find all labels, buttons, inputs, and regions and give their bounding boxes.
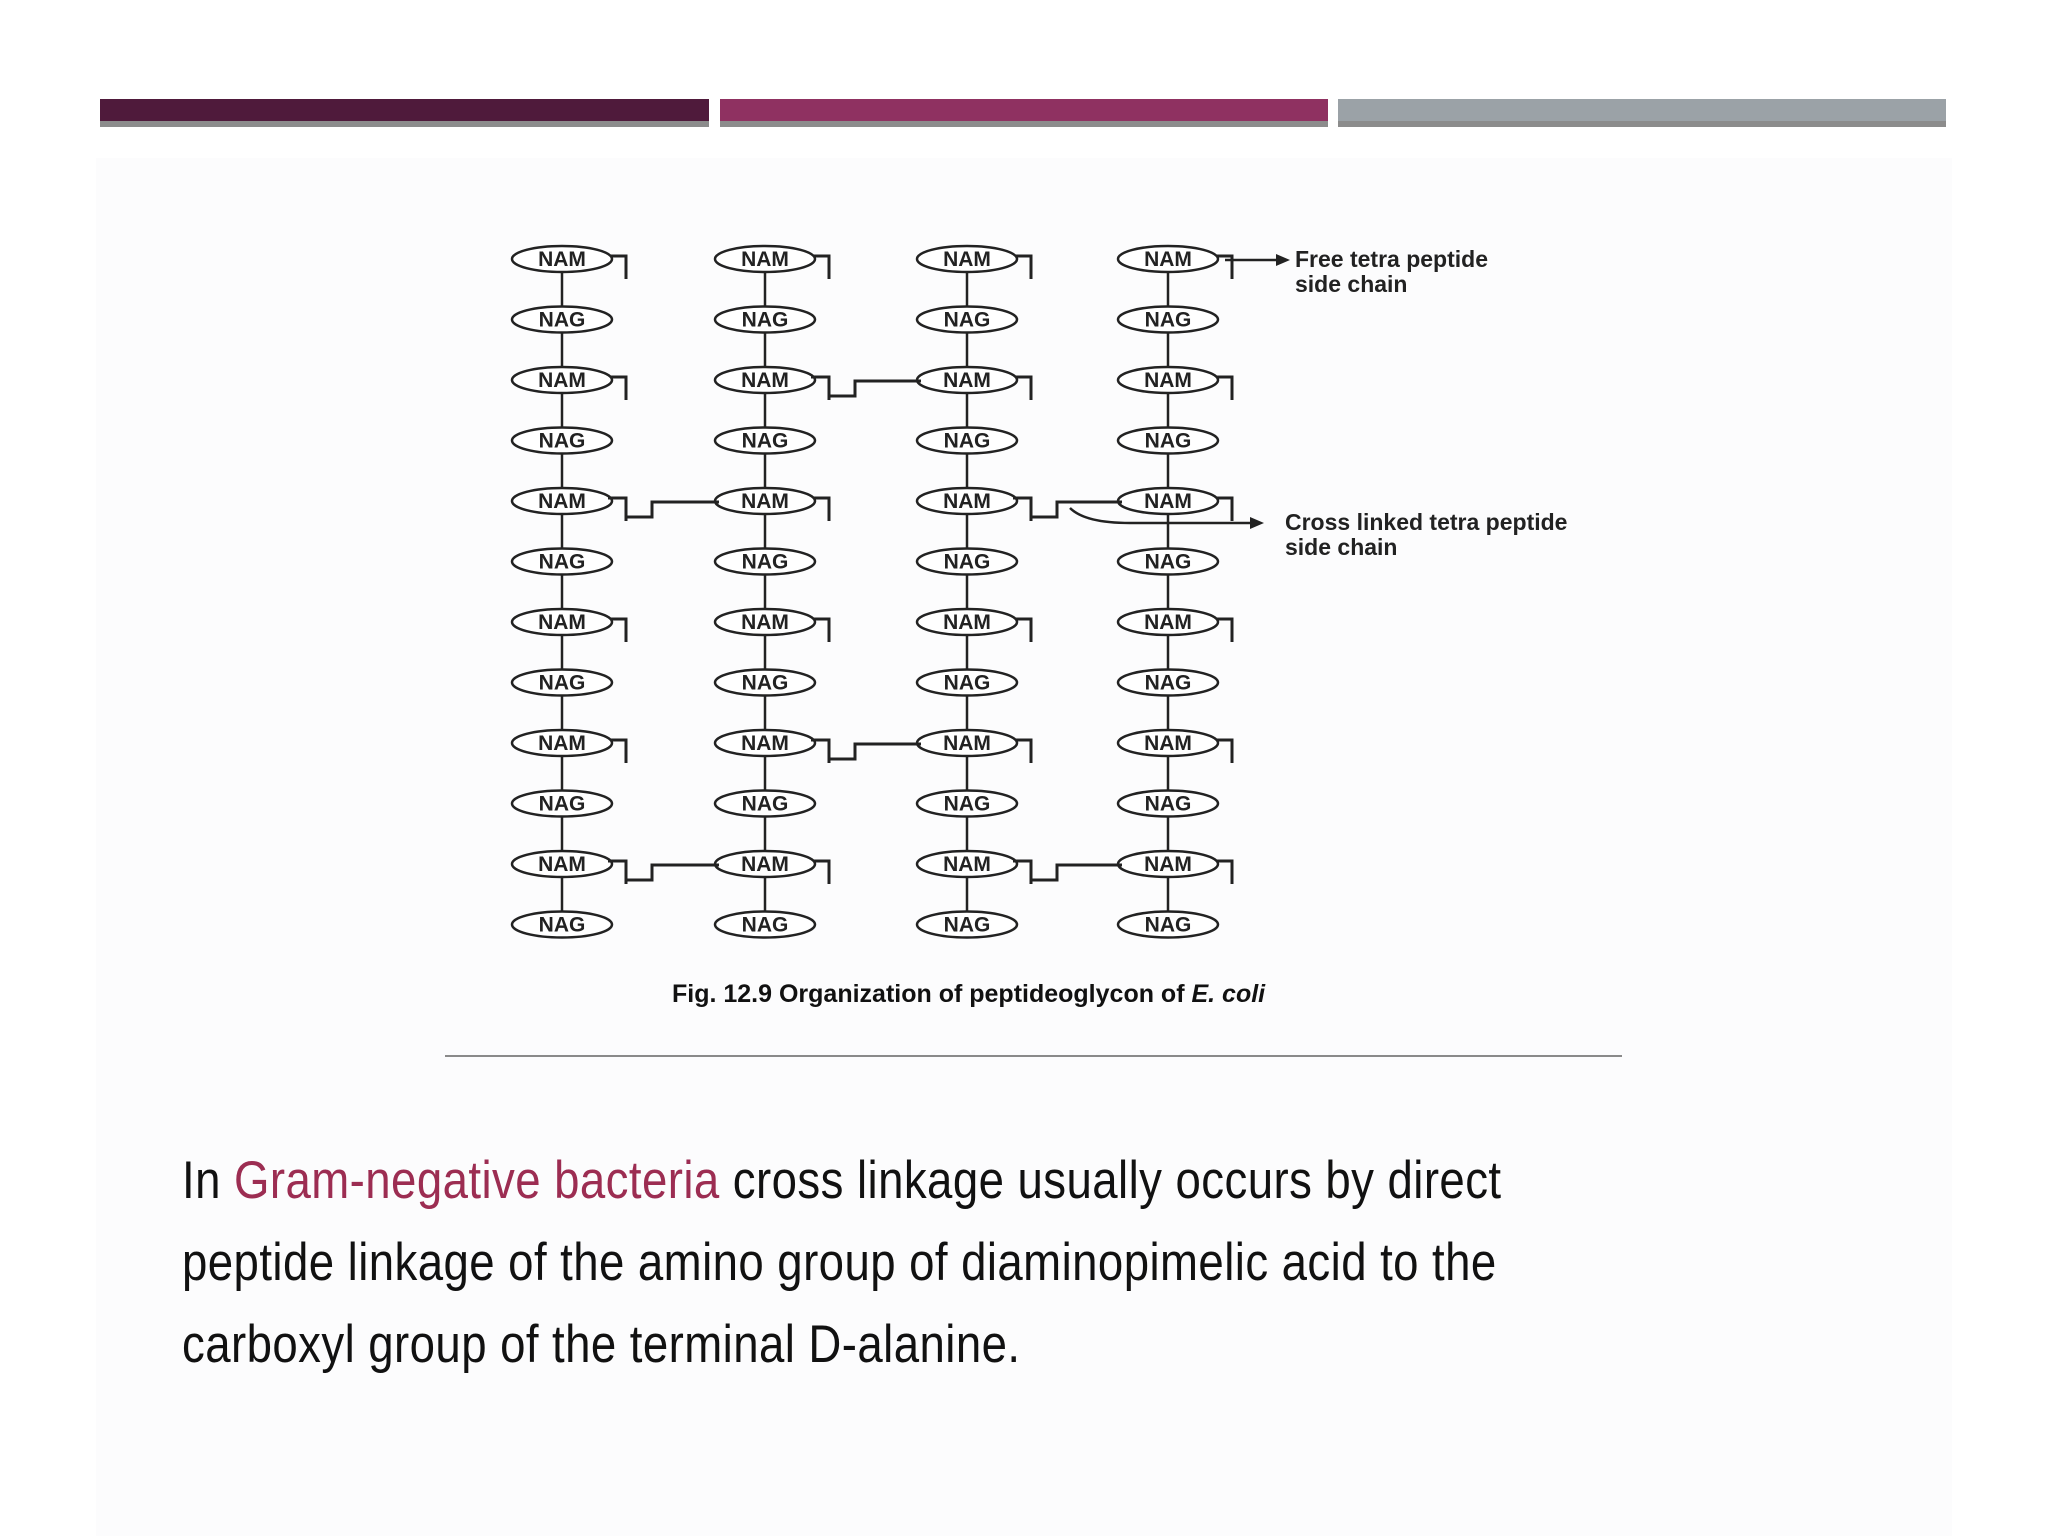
nam-label: NAM bbox=[741, 248, 789, 271]
peptide-cross-link bbox=[811, 740, 921, 759]
nag-label: NAG bbox=[538, 913, 586, 937]
nag-label: NAG bbox=[1144, 308, 1192, 332]
divider-line bbox=[445, 1055, 1622, 1057]
nam-label: NAM bbox=[943, 490, 991, 513]
nam-label: NAM bbox=[1144, 611, 1192, 634]
nam-label: NAM bbox=[538, 248, 586, 271]
nag-label: NAG bbox=[741, 671, 789, 695]
nam-label: NAM bbox=[943, 248, 991, 271]
nam-label: NAM bbox=[943, 732, 991, 755]
cross-link-label-line2: side chain bbox=[1285, 534, 1398, 560]
nag-label: NAG bbox=[943, 308, 991, 332]
nam-label: NAM bbox=[943, 853, 991, 876]
nam-label: NAM bbox=[1144, 248, 1192, 271]
cross-link-arrowhead bbox=[1250, 517, 1264, 529]
nag-label: NAG bbox=[943, 550, 991, 574]
nag-label: NAG bbox=[1144, 550, 1192, 574]
nam-label: NAM bbox=[538, 369, 586, 392]
peptide-cross-link bbox=[1013, 861, 1122, 880]
nag-label: NAG bbox=[943, 792, 991, 816]
nam-label: NAM bbox=[538, 853, 586, 876]
nag-label: NAG bbox=[1144, 671, 1192, 695]
highlight-gram-negative: Gram-negative bacteria bbox=[233, 1151, 720, 1210]
nam-label: NAM bbox=[1144, 369, 1192, 392]
sugar-strands bbox=[512, 246, 1232, 938]
nam-label: NAM bbox=[1144, 490, 1192, 513]
nag-label: NAG bbox=[741, 308, 789, 332]
nag-label: NAG bbox=[741, 429, 789, 453]
peptide-cross-link bbox=[811, 377, 921, 396]
nam-label: NAM bbox=[538, 611, 586, 634]
body-rest: cross linkage usually occurs by direct peptide linkage of the amino group of diaminopimelic acid to the carboxyl group of the terminal D-alanine. bbox=[182, 1151, 1502, 1374]
nag-label: NAG bbox=[943, 429, 991, 453]
nam-label: NAM bbox=[741, 853, 789, 876]
free-chain-arrowhead bbox=[1276, 254, 1290, 266]
figure-caption-main: Fig. 12.9 Organization of peptideoglycon of bbox=[672, 980, 1192, 1008]
nag-label: NAG bbox=[1144, 913, 1192, 937]
body-paragraph bbox=[182, 1140, 1644, 1386]
nam-label: NAM bbox=[943, 611, 991, 634]
nag-label: NAG bbox=[741, 913, 789, 937]
nam-label: NAM bbox=[943, 369, 991, 392]
nag-label: NAG bbox=[741, 792, 789, 816]
peptide-cross-link bbox=[1013, 498, 1122, 517]
nag-label: NAG bbox=[538, 308, 586, 332]
nag-label: NAG bbox=[1144, 429, 1192, 453]
nam-label: NAM bbox=[741, 490, 789, 513]
nam-label: NAM bbox=[741, 611, 789, 634]
nag-label: NAG bbox=[1144, 792, 1192, 816]
cross-link-label-line1: Cross linked tetra peptide bbox=[1285, 509, 1568, 535]
nam-label: NAM bbox=[538, 732, 586, 755]
figure-caption-species: E. coli bbox=[1191, 980, 1266, 1008]
peptide-cross-link bbox=[608, 498, 719, 517]
nag-label: NAG bbox=[943, 913, 991, 937]
free-chain-label-line2: side chain bbox=[1295, 271, 1408, 297]
cross-links bbox=[608, 377, 1122, 880]
nag-label: NAG bbox=[538, 429, 586, 453]
nag-label: NAG bbox=[538, 792, 586, 816]
nam-label: NAM bbox=[538, 490, 586, 513]
nam-label: NAM bbox=[1144, 853, 1192, 876]
nam-label: NAM bbox=[741, 369, 789, 392]
nag-label: NAG bbox=[943, 671, 991, 695]
peptide-cross-link bbox=[608, 861, 719, 880]
free-chain-label-line1: Free tetra peptide bbox=[1295, 246, 1488, 272]
nag-label: NAG bbox=[741, 550, 789, 574]
nam-label: NAM bbox=[1144, 732, 1192, 755]
nag-label: NAG bbox=[538, 671, 586, 695]
body-intro: In bbox=[182, 1151, 234, 1210]
nam-label: NAM bbox=[741, 732, 789, 755]
nag-label: NAG bbox=[538, 550, 586, 574]
figure-caption bbox=[672, 980, 1266, 1008]
